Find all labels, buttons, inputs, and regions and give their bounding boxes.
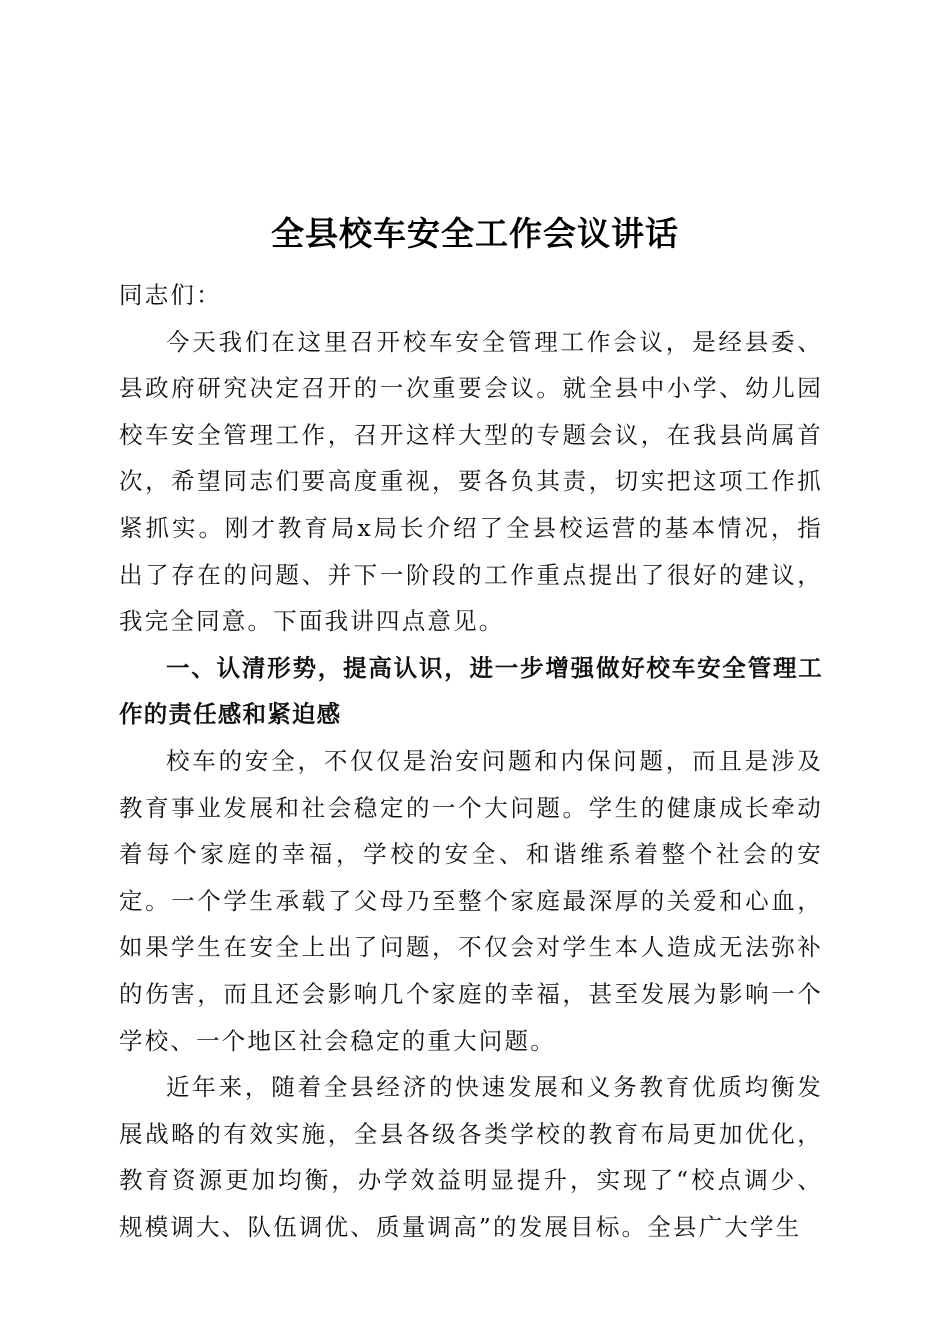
document-title: 全县校车安全工作会议讲话 bbox=[271, 214, 679, 253]
section-heading-1: 一、认清形势，提高认识，进一步增强做好校车安全管理工作的责任感和紧迫感 bbox=[119, 653, 823, 729]
section-1-paragraph-2: 近年来，随着全县经济的快速发展和义务教育优质均衡发展战略的有效实施，全县各级各类学校的教育布局更加优化，教育资源更加均衡，办学效益明显提升，实现了“校点调少、规模调大、队伍调优、质量调高”的发展目标。全县广大学生 bbox=[119, 1073, 823, 1241]
intro-paragraph: 今天我们在这里召开校车安全管理工作会议，是经县委、县政府研究决定召开的一次重要会议。就全县中小学、幼儿园校车安全管理工作，召开这样大型的专题会议，在我县尚属首次，希望同志们要高度重视，要各负其责，切实把这项工作抓紧抓实。刚才教育局x局长介绍了全县校运营的基本情况，指出了存在的问题、并下一阶段的工作重点提出了很好的建议，我完全同意。下面我讲四点意见。 bbox=[119, 327, 823, 636]
salutation: 同志们： bbox=[119, 281, 222, 309]
document-body bbox=[119, 272, 823, 1250]
section-1-paragraph-1: 校车的安全，不仅仅是治安问题和内保问题，而且是涉及教育事业发展和社会稳定的一个大问题。学生的健康成长牵动着每个家庭的幸福，学校的安全、和谐维系着整个社会的安定。一个学生承载了父母乃至整个家庭最深厚的关爱和心血，如果学生在安全上出了问题，不仅会对学生本人造成无法弥补的伤害，而且还会影响几个家庭的幸福，甚至发展为影响一个学校、一个地区社会稳定的重大问题。 bbox=[119, 746, 823, 1055]
